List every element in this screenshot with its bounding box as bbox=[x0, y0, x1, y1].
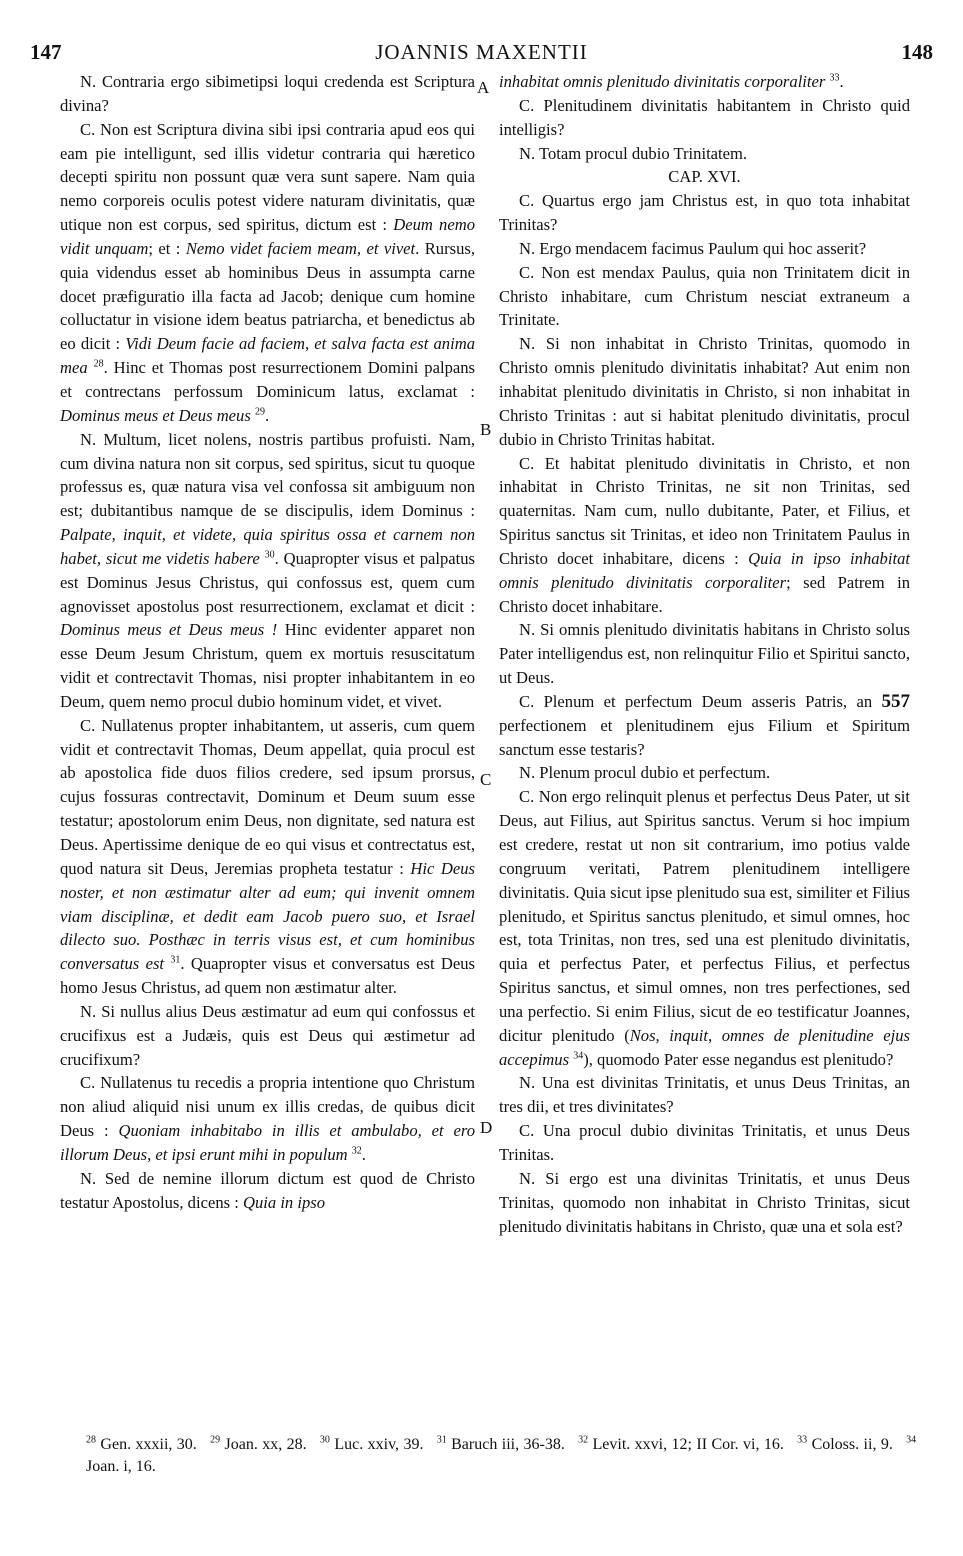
paragraph: C. Non est Scriptura divina sibi ipsi contraria apud eos qui eam pie intelligunt, sed illis videtur contraria qui hæretico decepti spiritu non possunt quæ vera sunt sapere. Nam quia nemo corporeis oculis potest videre naturam divinitatis, quæ utique non est corpus, sed spiritus, dictum est : Deum nemo vidit unquam; et : Nemo videt faciem meam, et vivet. Rursus, quia videndus esset ab hominibus Deus in assumpta carne docet præfiguratio illa facta ad Jacob; denique cum homine colluctatur in visione idem beatus patriarcha, et benedictus ab eo dicit : Vidi Deum facie ad faciem, et salva facta est anima mea $^{28}$. Hinc et Thomas post resurrectionem Domini palpans et contrectans perfossum Dominicum latus, exclamat : Dominus meus et Deus meus $^{29}$. bbox=[60, 119, 475, 425]
paragraph: C. Quartus ergo jam Christus est, in quo tota inhabitat Trinitas? bbox=[499, 191, 910, 235]
left-column bbox=[60, 70, 475, 1215]
right-column bbox=[499, 70, 910, 1238]
paragraph: C. Nullatenus tu recedis a propria intentione quo Christum non aliud aliquid nisi unum ex illis credas, de quibus dicit Deus : Quoniam inhabitabo in illis et ambulabo, et ero illorum Deus, et ipsi erunt mihi in populum $^{32}$. bbox=[60, 1073, 475, 1164]
column-number: 557 bbox=[881, 690, 910, 712]
margin-marker-b: B bbox=[480, 420, 492, 439]
paragraph: N. Si omnis plenitudo divinitatis habitans in Christo solus Pater intelligendus est, non relinquitur Filio et Spiritui sancto, ut Deus. bbox=[499, 620, 910, 688]
margin-marker-c: C bbox=[480, 770, 492, 789]
paragraph: N. Plenum procul dubio et perfectum. bbox=[519, 763, 771, 783]
running-title: JOANNIS MAXENTII bbox=[375, 40, 588, 64]
paragraph: C. Et habitat plenitudo divinitatis in Christo, et non inhabitat in Christo Trinitas, ne sit non Trinitas, sed quaternitas. Nam cum, nullo dubitante, Pater, et Filius, et Spiritus sanctus sit Trinitas, et ideo non Trinitatem Paulus in Christo docet inhabitare, dicens : Quia in ipso inhabitat omnis plenitudo divinitatis corporaliter; sed Patrem in Christo docet inhabitare. bbox=[499, 453, 910, 616]
paragraph: inhabitat omnis plenitudo divinitatis corporaliter $^{33}$. bbox=[499, 72, 844, 91]
paragraph: N. Una est divinitas Trinitatis, et unus Deus Trinitas, an tres dii, et tres divinitates? bbox=[499, 1073, 910, 1117]
paragraph: N. Contraria ergo sibimetipsi loqui credenda est Scriptura divina? bbox=[60, 72, 475, 115]
paragraph: N. Ergo mendacem facimus Paulum qui hoc asserit? bbox=[519, 238, 867, 258]
paragraph: C. Non est mendax Paulus, quia non Trinitatem dicit in Christo inhabitare, cum Christum nesciat extraneum a Trinitate. bbox=[499, 262, 910, 330]
margin-marker-d: D bbox=[480, 1118, 493, 1137]
page-number-left: 147 bbox=[30, 40, 62, 64]
paragraph: N. Si nullus alius Deus æstimatur ad eum qui confossus et crucifixus est a Judæis, quis est Deus qui æstimetur ad crucifixum? bbox=[60, 1001, 475, 1069]
paragraph: N. Si non inhabitat in Christo Trinitas, quomodo in Christo omnis plenitudo divinitatis inhabitat? Aut enim non inhabitat plenitudo divinitatis in Christo, si non inhabitat in Christo Trinitas : aut si habitat plenitudo divinitatis, procul dubio in Christo Trinitas habitat. bbox=[499, 334, 910, 449]
paragraph: C. Non ergo relinquit plenus et perfectus Deus Pater, ut sit Deus, aut Filius, aut Spiritus sanctus. Verum si hoc impium est credere, restat ut non sit contrarium, imo potius valde congruum veritati, Patrem plenitudinem intelligere divinitatis. Quia sicut ipse plenitudo sua est, similiter et Filius plenitudo, et Spiritus sanctus plenitudo, et simul omnes, hoc est, tota Trinitas, non tres, sed una est plenitudo divinitatis, quia et perfectus Pater, et perfectus Filius, et perfectus Spiritus sanctus, et simul omnes, non tres perfectiones, sed una perfectio. Si enim Filius, sicut de eo testificatur Joannes, dicitur plenitudo (Nos, inquit, omnes de plenitudine ejus accepimus $^{34}$), quomodo Pater esse negandus est plenitudo? bbox=[499, 787, 910, 1069]
chapter-heading: CAP. XVI. bbox=[668, 167, 741, 187]
paragraph: C. Nullatenus propter inhabitantem, ut asseris, cum quem vidit et contrectavit Thomas, Deum appellat, quia procul est ab apostolica fide duos filios credere, sed ipsum prorsus, cujus fossuras contrectavit, Dominum et Deum suum esse testatur; apostolorum enim Deus, non dignitate, sed natura est Deus. Apertissime denique de eo qui visus et contrectatus est, quod natura sit Deus, Jeremias propheta testatur : Hic Deus noster, et non æstimatur alter ad eum; qui invenit omnem viam disciplinæ, et dedit eam Jacob puero suo, et Israel dilecto suo. Posthæc in terris visus est, et cum hominibus conversatus est $^{31}$. Quapropter visus et conversatus est Deus homo Jesus Christus, ad quem non æstimatur alter. bbox=[60, 715, 475, 998]
page-header bbox=[30, 40, 933, 68]
paragraph: C. Una procul dubio divinitas Trinitatis, et unus Deus Trinitas. bbox=[499, 1121, 910, 1164]
paragraph: N. Totam procul dubio Trinitatem. bbox=[519, 143, 748, 163]
paragraph: N. Sed de nemine illorum dictum est quod de Christo testatur Apostolus, dicens : Quia in ipso bbox=[60, 1168, 475, 1212]
paragraph: N. Multum, licet nolens, nostris partibus profuisti. Nam, cum divina natura non sit corpus, sed spiritus, sicut tu quoque professus es, quæ natura visa vel confossa sit ambiguum non est; dubitantibus namque de se discipulis, idem Dominus : Palpate, inquit, et videte, quia spiritus ossa et carnem non habet, sicut me videtis habere $^{30}$. Quapropter visus et palpatus est Dominus Jesus Christus, qui confossus est, quem cum agnovisset apostolus post resurrectionem, exclamat et dicit : Dominus meus et Deus meus ! Hinc evidenter apparet non esse Deum Jesum Christum, quem ex mortuis resuscitatum vidit et contrectavit Thomas, nisi propter inhabitantem in eo Deum, quem nemo procul dubio hominum videt, et vivet. bbox=[60, 429, 476, 711]
paragraph: C. Plenum et perfectum Deum asseris Patris, an 557 perfectionem et plenitudinem ejus Filium et Spiritum sanctum esse testaris? bbox=[499, 690, 910, 759]
paragraph: N. Si ergo est una divinitas Trinitatis, et unus Deus Trinitas, quomodo non inhabitat in Christo Trinitas, sicut plenitudo divinitatis habitans in Christo, quæ una et sola est? bbox=[499, 1168, 910, 1236]
paragraph: C. Plenitudinem divinitatis habitantem in Christo quid intelligis? bbox=[499, 95, 910, 139]
page-number-right: 148 bbox=[901, 40, 933, 64]
footnotes: $^{28}$ Gen. xxxii, 30. $^{29}$ Joan. xx, 28. $^{30}$ Luc. xxiv, 39. $^{31}$ Baruch iii, 36-38. $^{32}$ Levit. xxvi, 12; II Cor. vi, 16. $^{33}$ Coloss. ii, 9. $^{34}$ Joan. i, 16. bbox=[86, 1434, 917, 1475]
margin-marker-a: A bbox=[477, 78, 490, 97]
